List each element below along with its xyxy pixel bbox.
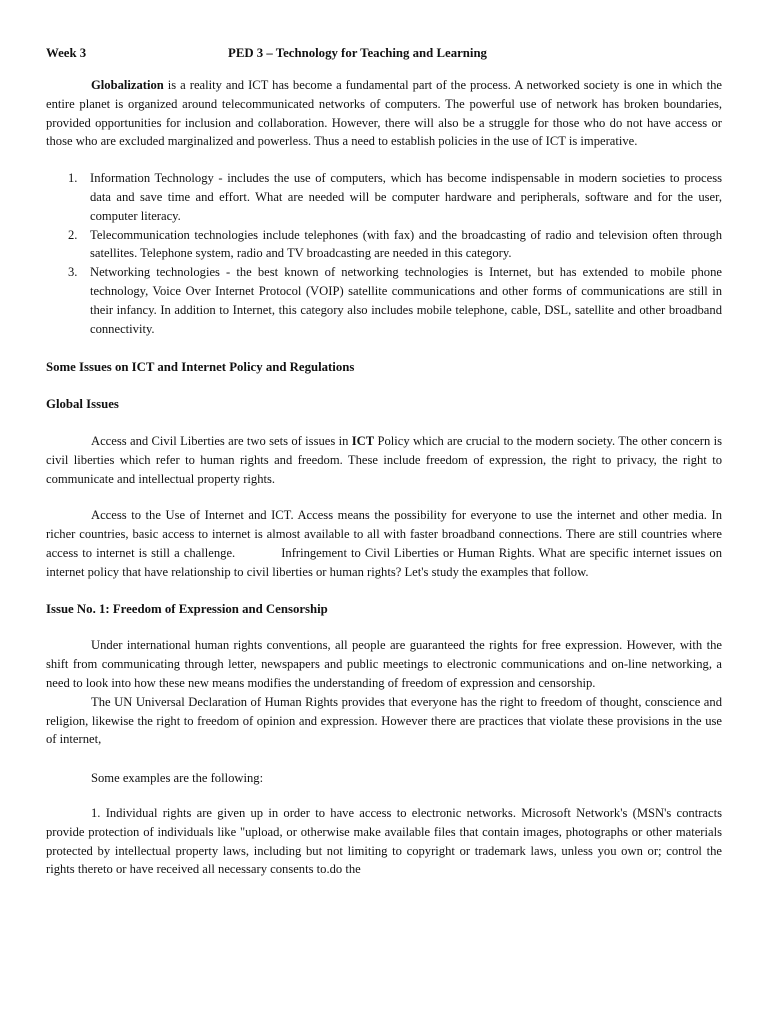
issue1-paragraph-2: The UN Universal Declaration of Human Rights provides that everyone has the right to freedom of thought, conscience and religion, likewise the right to freedom of opinion and expression. However there are practices that violate these provisions in the use of internet, (46, 694, 722, 747)
global-p1-text-a: Access and Civil Liberties are two sets of issues in (91, 433, 352, 448)
list-item-text: Information Technology - includes the use of computers, which has become indispensable in modern societies to process data and save time and effort. What are needed will be computer hardware and peripherals, software and for the user, computer literacy. (90, 171, 722, 223)
intro-paragraph (46, 76, 722, 151)
examples-intro: Some examples are the following: (91, 771, 264, 786)
issue1-paragraph-1: Under international human rights conventions, all people are guaranteed the rights for free expression. However, with the shift from communicating through letter, newspapers and public meetings to electronic communications and on-line networking, a need to look into how these new means modifies the understanding of freedom of expression and censorship. (46, 638, 722, 690)
page-header (46, 44, 722, 66)
global-p1-bold: ICT (351, 433, 375, 448)
list-item-number: 2. (68, 227, 78, 242)
course-title: PED 3 – Technology for Teaching and Learning (228, 46, 487, 60)
example-1-paragraph: 1. Individual rights are given up in order to have access to electronic networks. Microsoft Network's (MSN's contracts provide protection of individuals like "upload, or otherwise make available files that contain images, photographs or other materials protected by intellectual property laws, including but not limiting to copyright or trademark laws, unless you own or; control the rights thereto or have received all necessary consents to.do the (46, 805, 722, 877)
section-heading-issue1: Issue No. 1: Freedom of Expression and Censorship (46, 601, 328, 616)
technology-list (46, 169, 722, 338)
global-p2-part2: Infringement to Civil Liberties or Human Rights. What are specific internet issues on internet policy that have relationship to civil liberties or human rights? Let's study the examples that follow. (46, 545, 723, 579)
list-item (46, 263, 722, 338)
global-paragraph-1 (46, 432, 722, 488)
global-p1-text-b: Policy which are crucial to the modern society. The other concern is civil liberties which refer to human rights and freedom. These include freedom of expression, the right to privacy, the right to communicate and intellectual property rights. (46, 433, 722, 486)
global-p2-part1: Access to the Use of Internet and ICT. Access means the possibility for everyone to use the internet and other media. In richer countries, basic access to internet is almost available to all with faster broadband connections. There are still countries where access to internet is still a challenge. (46, 508, 722, 560)
list-item-number: 1. (68, 171, 78, 186)
global-paragraph-2 (46, 506, 722, 581)
intro-bold-term: Globalization (91, 78, 164, 92)
list-item-text: Networking technologies - the best known of networking technologies is Internet, but has extended to mobile phone technology, Voice Over Internet Protocol (VOIP) satellite communications and other forms of communications are still in their infancy. In addition to Internet, this category also includes mobile telephone, cable, DSL, satellite and other broadband connectivity. (90, 265, 722, 336)
list-item (46, 169, 722, 225)
intro-text: is a reality and ICT has become a fundamental part of the process. A networked society is one in which the entire planet is organized around telecommunicated networks of computers. The powerful use of network has broken boundaries, provided opportunities for inclusion and collaboration. However, there will also be a struggle for those who do not have access or those who are excluded marginalized and powerless. Thus a need to establish policies in the use of ICT is imperative. (46, 78, 722, 149)
list-item-number: 3. (68, 265, 78, 280)
section-heading-global: Global Issues (46, 397, 119, 412)
list-item-text: Telecommunication technologies include telephones (with fax) and the broadcasting of radio and television often through satellites. Telephone system, radio and TV broadcasting are needed in this category. (90, 227, 722, 261)
list-item (46, 226, 722, 264)
week-label: Week 3 (46, 46, 87, 60)
section-heading-issues: Some Issues on ICT and Internet Policy and Regulations (46, 360, 355, 375)
